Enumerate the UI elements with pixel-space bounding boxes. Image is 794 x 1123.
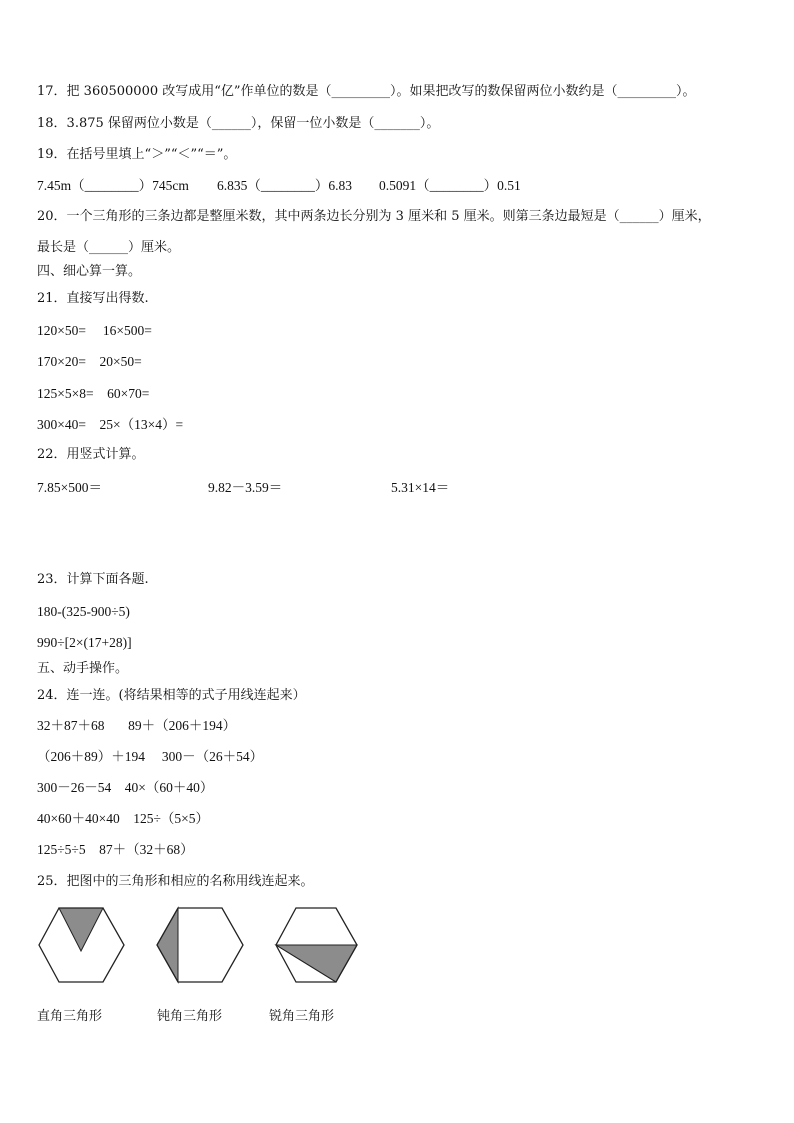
q21-row-3: 125×5×8= 60×70= (37, 386, 150, 401)
question-22: 22．用竖式计算。 (37, 447, 145, 462)
question-19: 19．在括号里填上“＞”“＜”“＝”。 (37, 147, 237, 162)
question-23: 23．计算下面各题. (37, 572, 149, 587)
caption-obtuse-triangle: 钝角三角形 (157, 1009, 223, 1024)
caption-right-triangle: 直角三角形 (37, 1009, 103, 1024)
shaded-triangle-3 (276, 945, 357, 982)
q19-item-1: 7.45m（________）745cm (37, 178, 189, 193)
section-5-heading: 五、动手操作。 (37, 661, 129, 676)
question-25: 25．把图中的三角形和相应的名称用线连起来。 (37, 874, 314, 889)
q21-row-2: 170×20= 20×50= (37, 354, 142, 369)
caption-acute-triangle: 锐角三角形 (269, 1009, 335, 1024)
q22-item-1: 7.85×500＝ (37, 480, 102, 495)
hexagon-figures (37, 905, 377, 985)
q24-row-1: 32＋87＋68 89＋（206＋194） (37, 718, 237, 733)
q22-item-2: 9.82－3.59＝ (208, 480, 283, 495)
q21-row-4: 300×40= 25×（13×4）= (37, 417, 184, 432)
question-24: 24．连一连。(将结果相等的式子用线连起来） (37, 688, 306, 703)
question-18: 18．3.875 保留两位小数是（______），保留一位小数是（_______）。 (37, 116, 440, 131)
q22-item-3: 5.31×14＝ (391, 480, 450, 495)
q19-item-2: 6.835（________）6.83 (217, 178, 352, 193)
q24-row-2: （206＋89）＋194 300－（26＋54） (37, 749, 264, 764)
q24-row-4: 40×60＋40×40 125÷（5×5） (37, 811, 209, 826)
hexagon-figure-2 (157, 908, 243, 982)
question-17: 17．把 360500000 改写成用“亿”作单位的数是（_________）。如果把改写的数保留两位小数约是（_________）。 (37, 84, 696, 99)
q24-row-5: 125÷5÷5 87＋（32＋68） (37, 842, 194, 857)
q23-item-2: 990÷[2×(17+28)] (37, 635, 132, 650)
q24-row-3: 300－26－54 40×（60＋40） (37, 780, 214, 795)
question-20-line-1: 20．一个三角形的三条边都是整厘米数，其中两条边长分别为 3 厘米和 5 厘米。则第三条边最短是（______）厘米， (37, 209, 711, 224)
q19-item-3: 0.5091（________）0.51 (379, 178, 521, 193)
question-20-line-2: 最长是（______）厘米。 (37, 240, 181, 255)
q23-item-1: 180-(325-900÷5) (37, 604, 130, 619)
hexagon-figure-1 (39, 908, 124, 982)
hexagon-figure-3 (276, 908, 357, 982)
section-4-heading: 四、细心算一算。 (37, 264, 142, 279)
shaded-triangle-1 (59, 908, 103, 951)
shaded-triangle-2 (157, 908, 178, 982)
question-21: 21．直接写出得数. (37, 291, 149, 306)
q21-row-1: 120×50= 16×500= (37, 323, 152, 338)
